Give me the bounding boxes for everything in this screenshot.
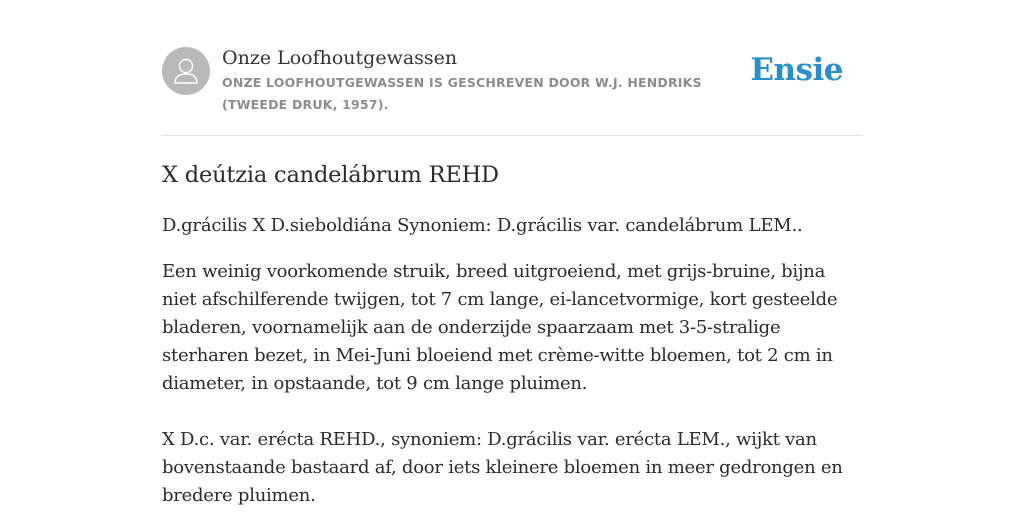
variety-paragraph: X D.c. var. erécta REHD., synoniem: D.grácilis var. erécta LEM., wijkt van bovenstaande bastaard af, door iets kleinere bloemen in meer gedrongen en bredere pluimen. — [162, 429, 843, 506]
person-outline-icon — [162, 47, 210, 95]
page-container — [162, 0, 862, 510]
book-subtitle: ONZE LOOFHOUTGEWASSEN IS GESCHREVEN DOOR W.J. HENDRIKS (TWEEDE DRUK, 1957). — [222, 75, 702, 112]
synonym-line: D.grácilis X D.sieboldiána Synoniem: D.grácilis var. candelábrum LEM.. — [162, 215, 803, 236]
book-header — [162, 0, 862, 136]
article-content — [162, 136, 862, 510]
user-avatar-icon[interactable] — [162, 47, 210, 95]
brand-logo-link[interactable]: Ensie — [750, 52, 843, 88]
book-title-link[interactable]: Onze Loofhoutgewassen — [222, 47, 458, 69]
entry-title: X deútzia candelábrum REHD — [162, 162, 499, 188]
description-paragraph: Een weinig voorkomende struik, breed uitgroeiend, met grijs-bruine, bijna niet afschilferende twijgen, tot 7 cm lange, ei-lancetvormige, kort gesteelde bladeren, voornamelijk aan de onderzijde spaarzaam met 3-5-stralige sterharen bezet, in Mei-Juni bloeiend met crème-witte bloemen, tot 2 cm in diameter, in opstaande, tot 9 cm lange pluimen. — [162, 261, 838, 394]
book-meta — [222, 45, 752, 116]
